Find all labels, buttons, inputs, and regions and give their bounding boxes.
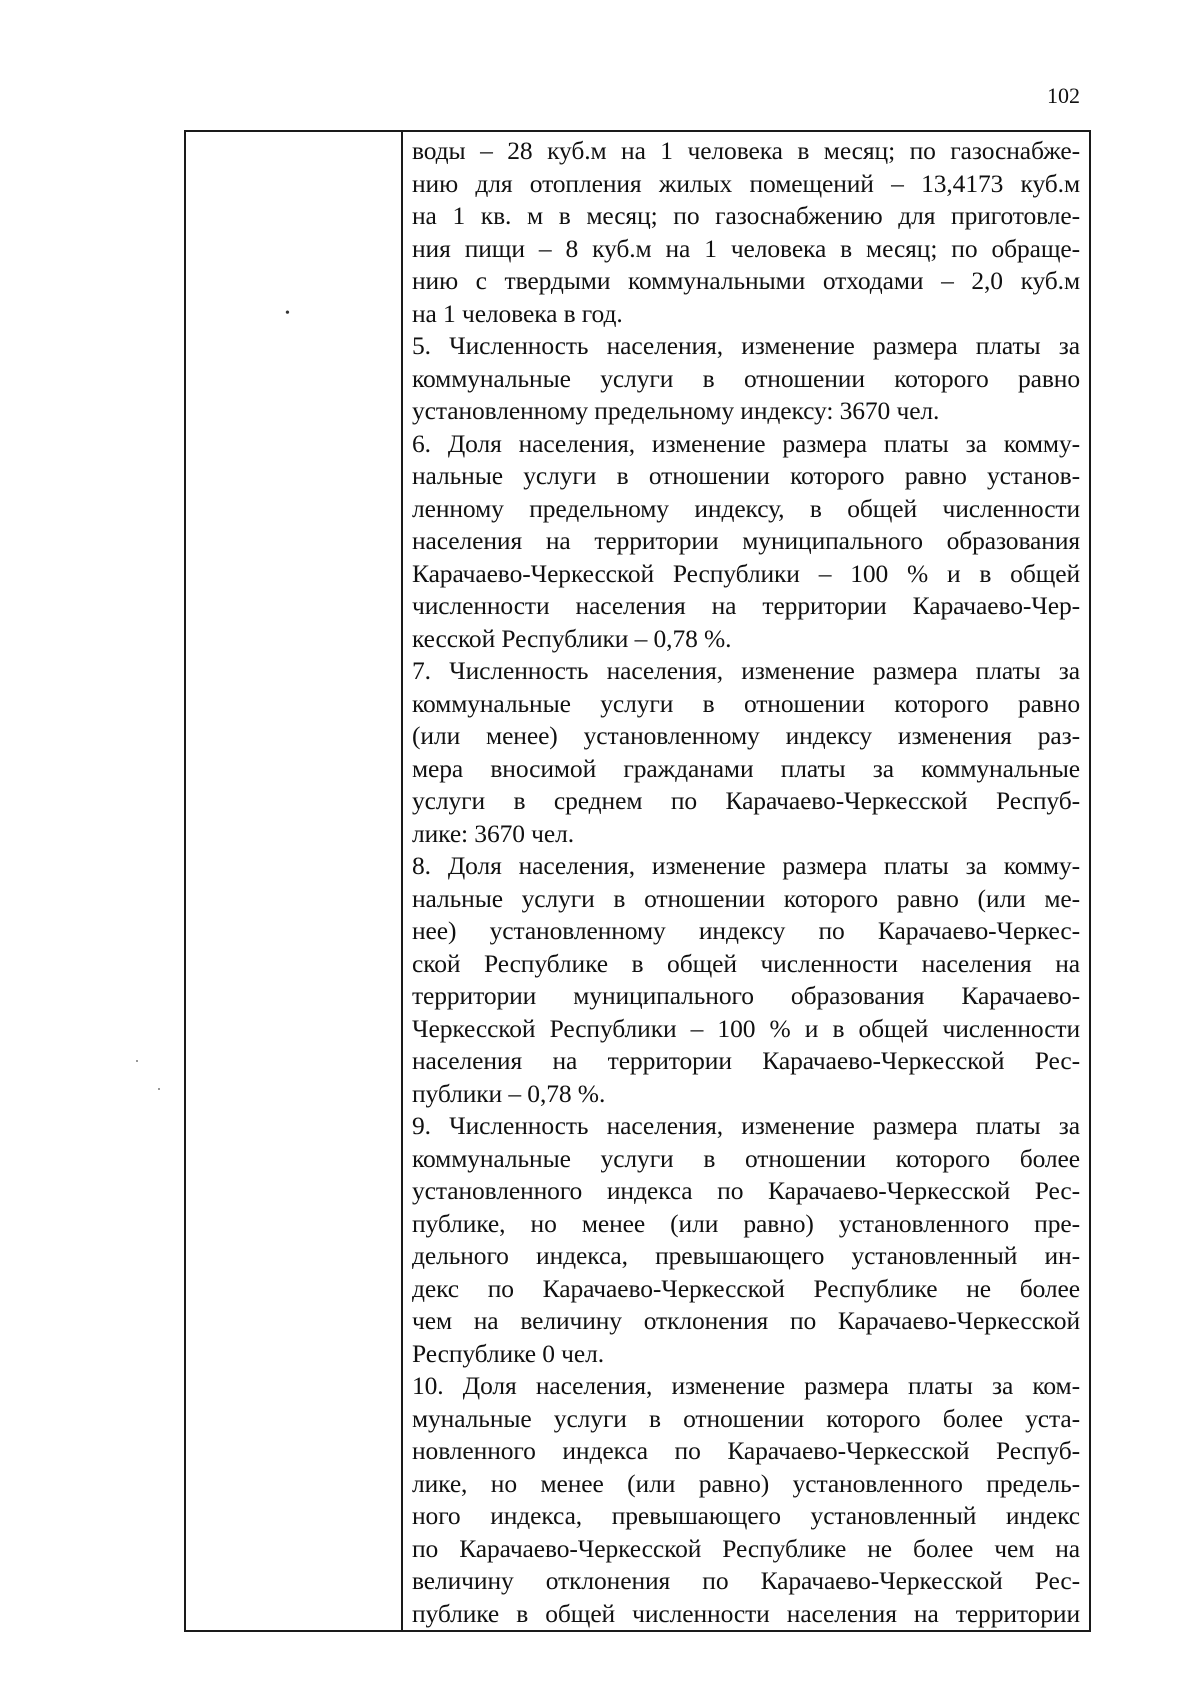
text-line: новленного индекса по Карачаево-Черкесской Респуб- xyxy=(412,1436,1080,1465)
text-line: мера вносимой гражданами платы за коммунальные xyxy=(412,753,1080,783)
text-line: коммунальные услуги в отношении которого равно xyxy=(412,688,1080,718)
scan-speck-icon xyxy=(136,1060,138,1062)
text-line: на 1 кв. м в месяц; по газоснабжению для приготовле- xyxy=(412,201,1080,230)
text-line: (или менее) установленному индексу изменения раз- xyxy=(412,721,1080,750)
text-line: воды – 28 куб.м на 1 человека в месяц; по газоснабже- xyxy=(412,136,1080,165)
text-line: 6. Доля населения, изменение размера платы за комму- xyxy=(412,428,1080,458)
text-line: публике, но менее (или равно) установленного пре- xyxy=(412,1208,1080,1238)
table-left-column xyxy=(186,132,403,1630)
scan-speck-icon xyxy=(158,1088,160,1090)
text-line: 8. Доля населения, изменение размера платы за комму- xyxy=(412,851,1080,880)
text-line: ской Республике в общей численности населения на xyxy=(412,948,1080,978)
scan-mark-icon: • xyxy=(285,306,290,321)
text-line: кесской Республики – 0,78 %. xyxy=(412,623,732,653)
text-line: ного индекса, превышающего установленный индекс xyxy=(412,1501,1080,1530)
text-line: чем на величину отклонения по Карачаево-Черкесской xyxy=(412,1306,1080,1335)
text-line: 9. Численность населения, изменение размера платы за xyxy=(412,1111,1080,1140)
text-line: установленному предельному индексу: 3670 чел. xyxy=(412,396,940,425)
text-line: величину отклонения по Карачаево-Черкесской Рес- xyxy=(412,1566,1080,1595)
text-line: 5. Численность населения, изменение размера платы за xyxy=(412,331,1080,360)
text-line: коммунальные услуги в отношении которого более xyxy=(412,1143,1080,1173)
text-line: численности населения на территории Карачаево-Чер- xyxy=(412,591,1080,620)
text-line: лике: 3670 чел. xyxy=(412,818,575,848)
text-line: Республике 0 чел. xyxy=(412,1338,605,1368)
text-line: населения на территории Карачаево-Черкесской Рес- xyxy=(412,1046,1080,1075)
text-line: установленного индекса по Карачаево-Черкесской Рес- xyxy=(412,1176,1080,1205)
text-line: ленному предельному индексу, в общей численности xyxy=(412,493,1080,523)
text-line: Карачаево-Черкесской Республики – 100 % и в общей xyxy=(412,558,1080,588)
text-line: коммунальные услуги в отношении которого равно xyxy=(412,363,1080,393)
text-line: мунальные услуги в отношении которого более уста- xyxy=(412,1403,1080,1433)
text-line: декс по Карачаево-Черкесской Республике не более xyxy=(412,1273,1080,1303)
document-table xyxy=(184,130,1091,1632)
text-line: на 1 человека в год. xyxy=(412,298,623,328)
text-line: по Карачаево-Черкесской Республике не более чем на xyxy=(412,1533,1080,1563)
text-line: Черкесской Республики – 100 % и в общей численности xyxy=(412,1013,1080,1043)
page-number: 102 xyxy=(1047,83,1080,108)
text-line: населения на территории муниципального образования xyxy=(412,526,1080,555)
table-right-column xyxy=(403,132,1089,1630)
text-line: территории муниципального образования Карачаево- xyxy=(412,981,1080,1010)
text-line: лике, но менее (или равно) установленного предель- xyxy=(412,1468,1080,1498)
text-line: 10. Доля населения, изменение размера платы за ком- xyxy=(412,1371,1080,1400)
text-line: услуги в среднем по Карачаево-Черкесской Респуб- xyxy=(412,786,1080,815)
text-line: публике в общей численности населения на территории xyxy=(412,1598,1080,1628)
text-line: 7. Численность населения, изменение размера платы за xyxy=(412,656,1080,685)
text-line: нию с твердыми коммунальными отходами – 2,0 куб.м xyxy=(412,266,1080,295)
text-line: нальные услуги в отношении которого равно (или ме- xyxy=(412,883,1080,913)
text-line: нее) установленному индексу по Карачаево-Черкес- xyxy=(412,916,1080,945)
text-line: дельного индекса, превышающего установленный ин- xyxy=(412,1241,1080,1270)
text-line: нальные услуги в отношении которого равно установ- xyxy=(412,461,1080,490)
text-line: ния пищи – 8 куб.м на 1 человека в месяц; по обраще- xyxy=(412,233,1080,263)
text-line: нию для отопления жилых помещений – 13,4173 куб.м xyxy=(412,168,1080,198)
text-line: публики – 0,78 %. xyxy=(412,1078,606,1108)
